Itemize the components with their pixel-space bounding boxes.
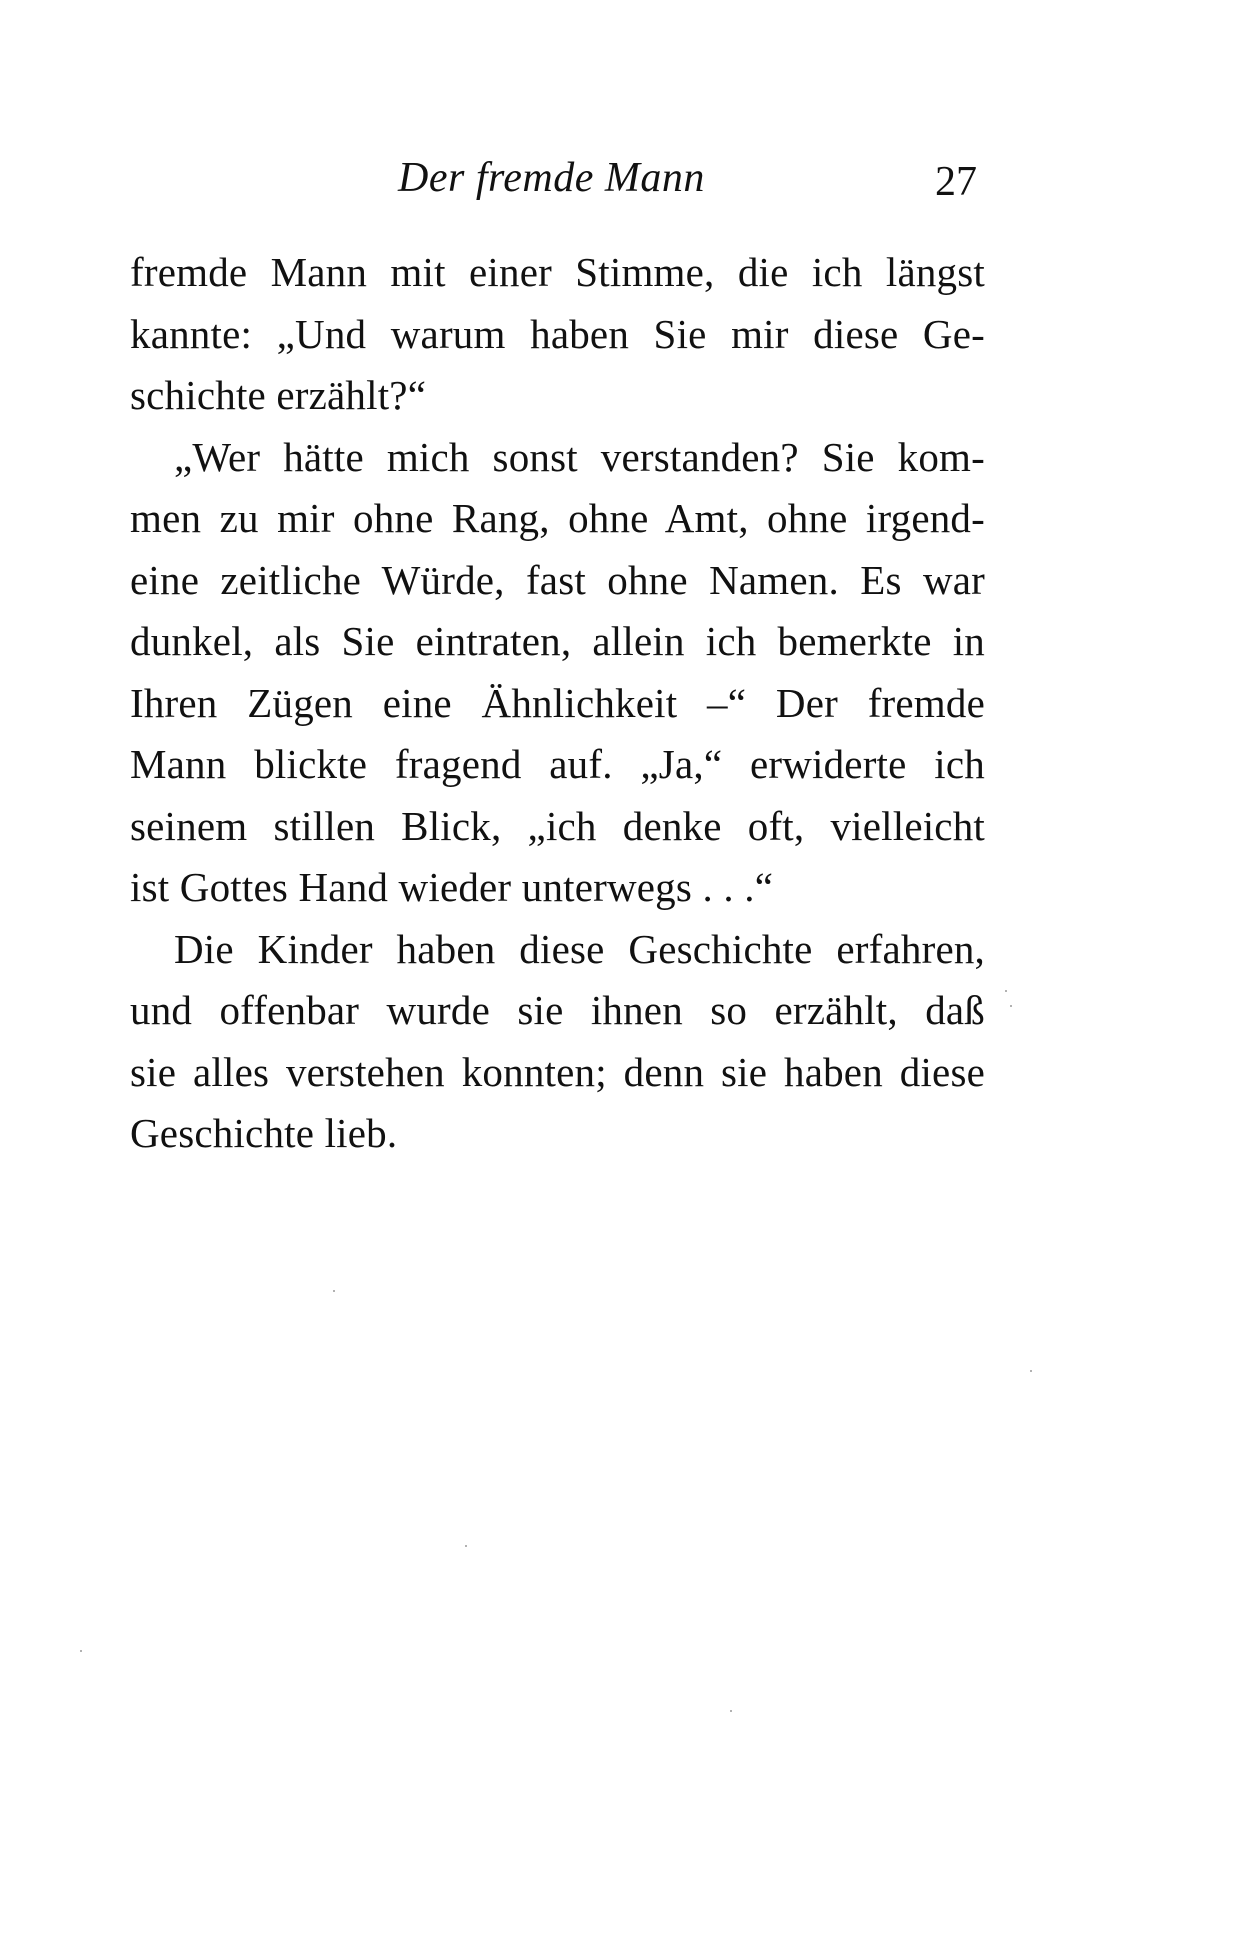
text-line: kannte: „Und warum haben Sie mir diese Ge- bbox=[130, 310, 985, 357]
text-line: Mann blickte fragend auf. „Ja,“ erwiderte ich bbox=[130, 741, 985, 787]
speck bbox=[1010, 1005, 1012, 1007]
body-text bbox=[130, 242, 985, 1165]
speck bbox=[730, 1710, 732, 1712]
text-line: dunkel, als Sie eintraten, allein ich bemerkte in bbox=[130, 618, 985, 664]
text-line: „Wer hätte mich sonst verstanden? Sie kom- bbox=[174, 433, 985, 480]
speck bbox=[465, 1545, 467, 1547]
text-line: Geschichte lieb. bbox=[130, 1110, 398, 1156]
text-line: sie alles verstehen konnten; denn sie haben diese bbox=[130, 1048, 985, 1095]
running-head-title: Der fremde Mann bbox=[398, 155, 705, 201]
running-head bbox=[130, 154, 985, 214]
text-line: Ihren Zügen eine Ähnlichkeit –“ Der fremde bbox=[130, 679, 985, 726]
paragraph-2 bbox=[130, 427, 985, 919]
text-line: fremde Mann mit einer Stimme, die ich längst bbox=[130, 249, 985, 295]
text-line: seinem stillen Blick, „ich denke oft, vielleicht bbox=[130, 802, 985, 849]
paragraph-3 bbox=[130, 919, 985, 1165]
text-line: men zu mir ohne Rang, ohne Amt, ohne irgend- bbox=[130, 495, 985, 541]
text-line: ist Gottes Hand wieder unterwegs . . .“ bbox=[130, 864, 774, 910]
text-line: eine zeitliche Würde, fast ohne Namen. Es war bbox=[130, 556, 985, 603]
text-line: Die Kinder haben diese Geschichte erfahren, bbox=[174, 925, 985, 972]
speck bbox=[1005, 990, 1007, 992]
text-line: schichte erzählt?“ bbox=[130, 372, 427, 418]
speck bbox=[1030, 1370, 1032, 1372]
speck bbox=[333, 1290, 335, 1292]
page-number: 27 bbox=[935, 159, 977, 205]
text-line: und offenbar wurde sie ihnen so erzählt, daß bbox=[130, 987, 985, 1033]
speck bbox=[80, 1650, 82, 1652]
paragraph-1 bbox=[130, 242, 985, 427]
